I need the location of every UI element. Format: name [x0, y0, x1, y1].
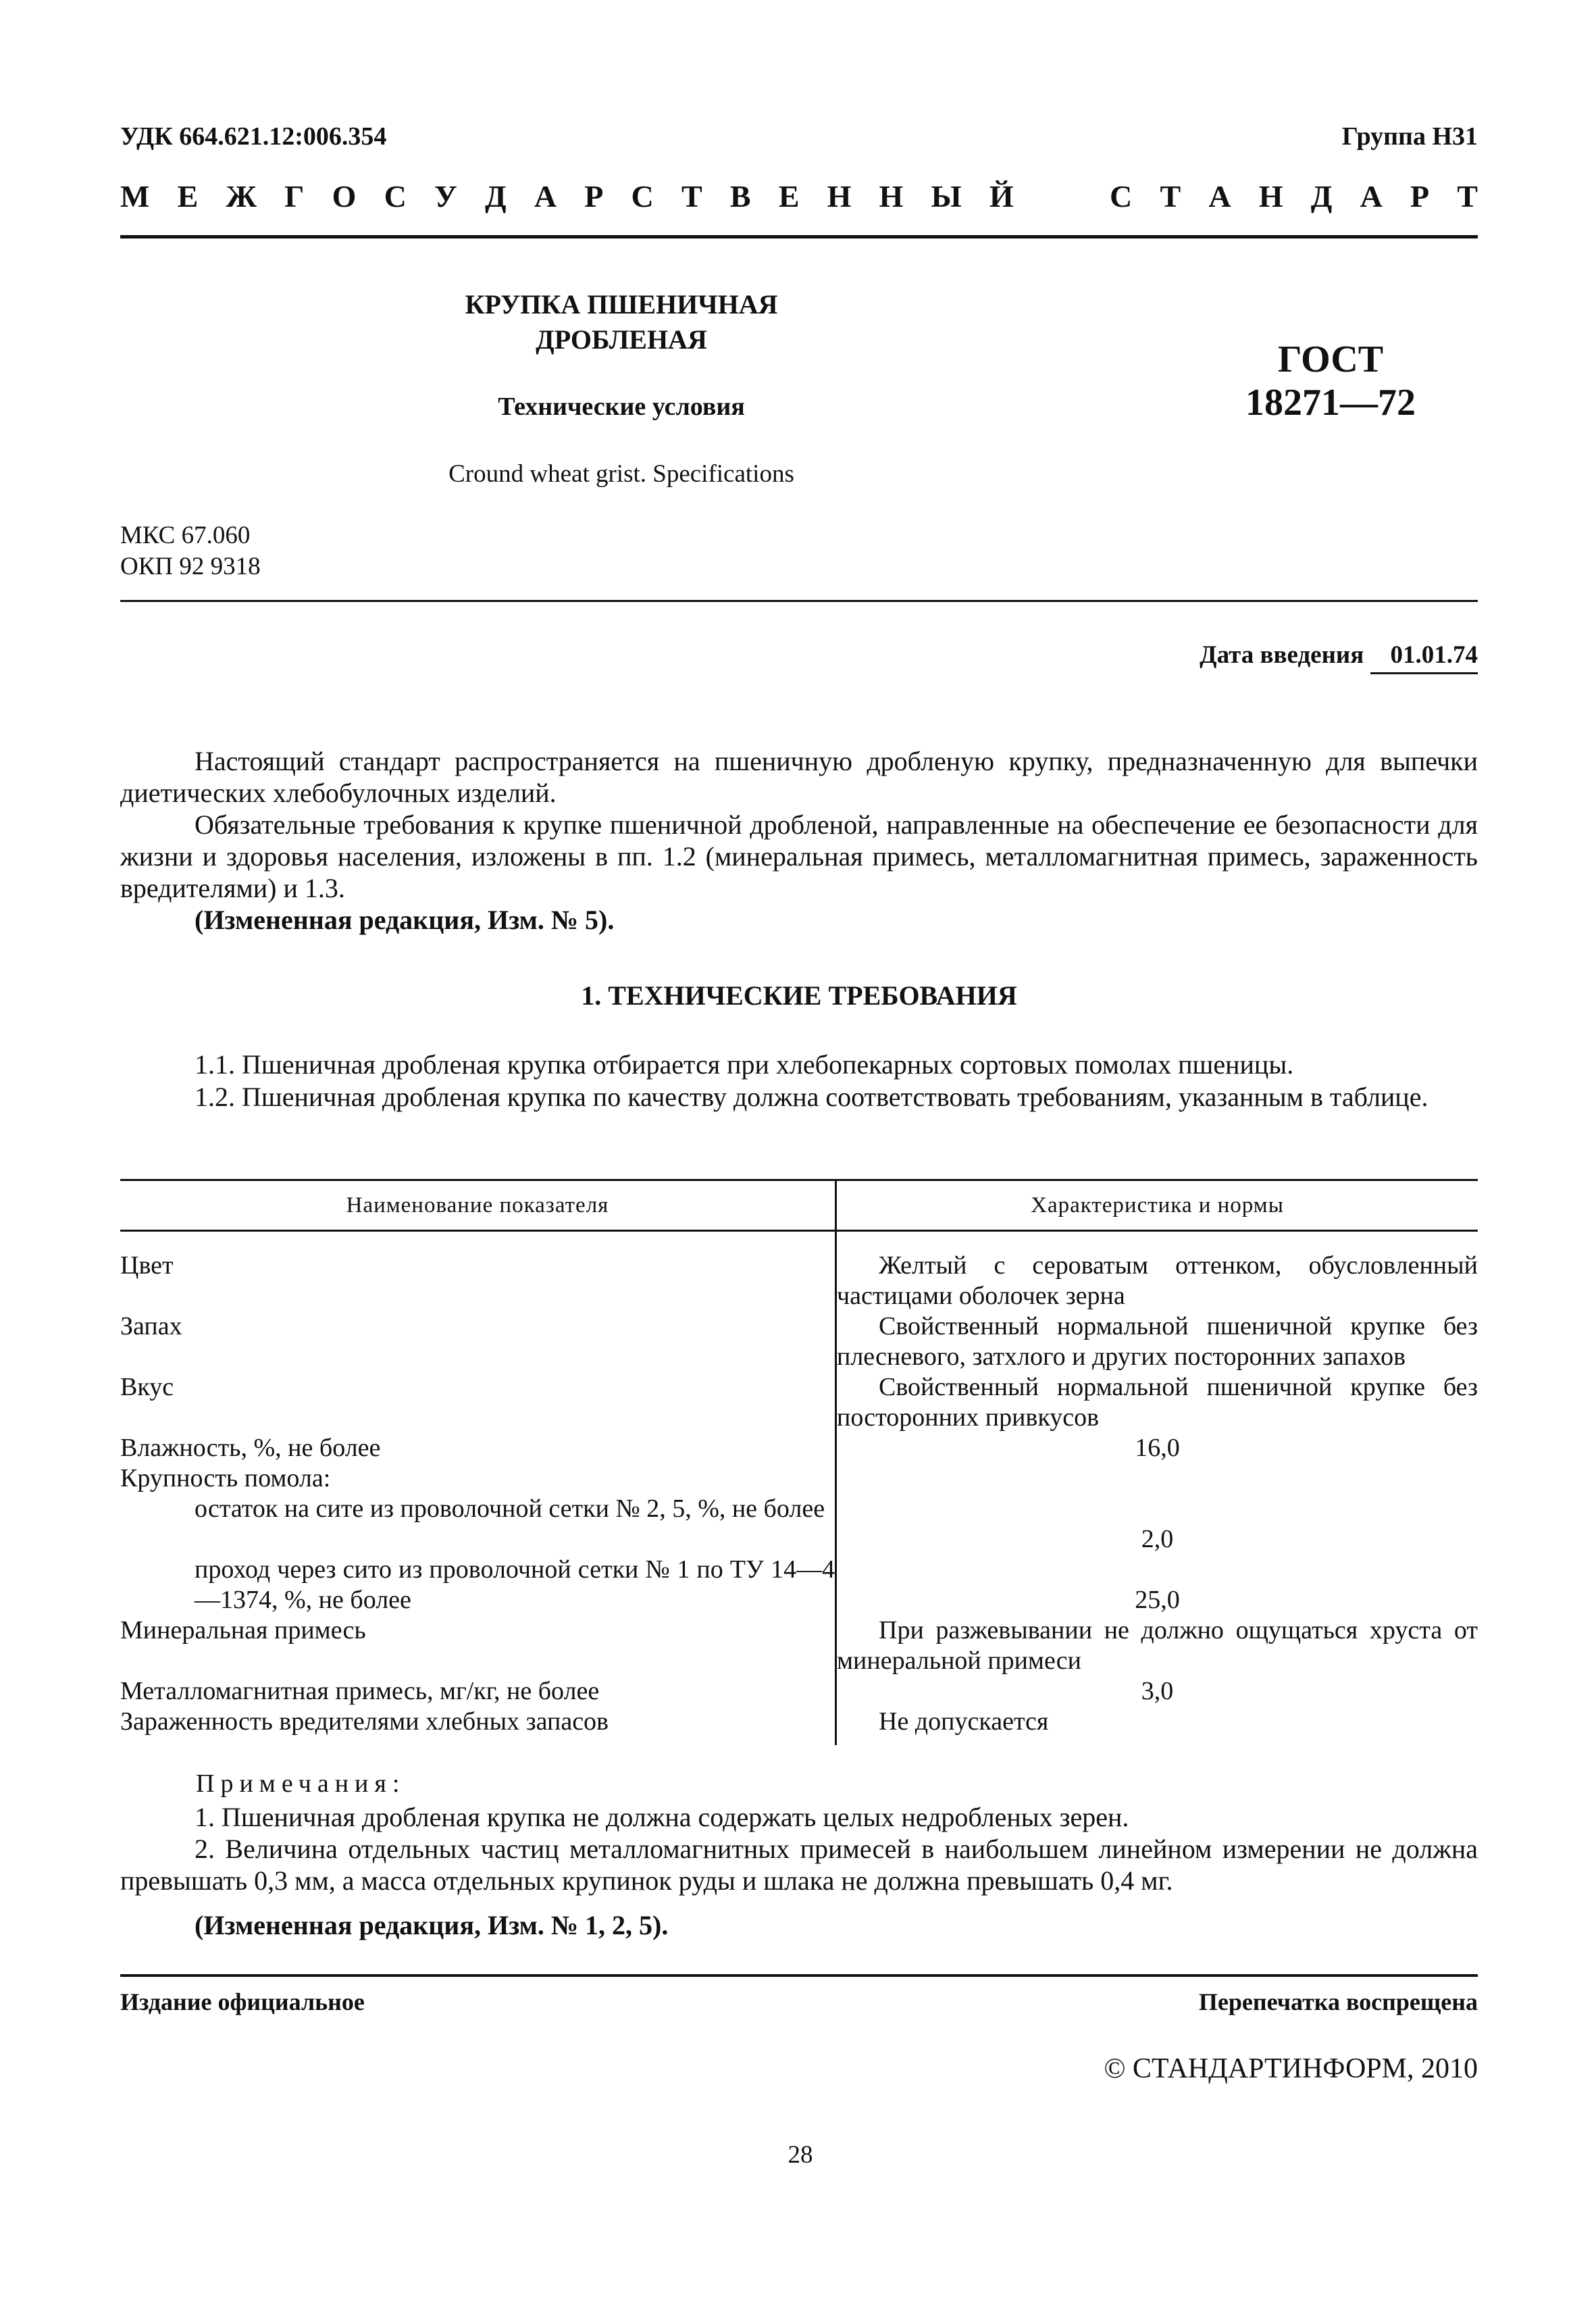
title-line-2: ДРОБЛЕНАЯ — [536, 324, 707, 355]
spec-table — [120, 1179, 1478, 1745]
row-name: Металломагнитная примесь, мг/кг, не более — [120, 1676, 836, 1707]
gost-label: ГОСТ — [1277, 338, 1384, 380]
table-row — [120, 1433, 1478, 1463]
heading-letter: А — [1208, 179, 1231, 213]
mks-code: МКС 67.060 — [120, 522, 251, 549]
heading-letter: Н — [827, 179, 852, 213]
heading-letter: Н — [1258, 179, 1283, 213]
heading-letter: Д — [1310, 179, 1333, 213]
row-value: 3,0 — [1141, 1677, 1174, 1705]
row-value: Свойственный нормальной пшеничной крупке без плесневого, затхлого и других посторонних запахов — [837, 1312, 1478, 1371]
gost-designation — [1229, 338, 1432, 424]
heading-letter: Г — [284, 179, 305, 213]
reprint-prohibited: Перепечатка воспрещена — [1198, 1988, 1478, 2015]
heading-letter: Д — [484, 179, 507, 213]
table-header-row — [120, 1180, 1478, 1231]
table-row — [120, 1311, 1478, 1372]
row-value — [836, 1555, 1478, 1615]
english-title: Cround wheat grist. Specifications — [448, 460, 794, 488]
row-name: проход через сито из проволочной сетки № 1 по ТУ 14—4—1374, %, не более — [120, 1555, 836, 1615]
paragraph-1-1: 1.1. Пшеничная дробленая крупка отбирается при хлебопекарных сортовых помолах пшеницы. — [195, 1049, 1294, 1080]
heading-letter: Т — [1457, 179, 1478, 213]
title-divider — [120, 600, 1478, 602]
paragraph-1-2: 1.2. Пшеничная дробленая крупка по качеству должна соответствовать требованиям, указанным в таблице. — [195, 1082, 1428, 1112]
row-name: Минеральная примесь — [120, 1615, 836, 1676]
heading-word-gap — [1041, 181, 1082, 212]
row-name: Цвет — [120, 1231, 836, 1312]
table-row — [120, 1555, 1478, 1615]
paragraph-change-note: (Измененная редакция, Изм. № 5). — [195, 905, 615, 935]
heading-letter: Т — [1160, 179, 1181, 213]
page-number: 28 — [788, 2141, 813, 2169]
column-header-norms: Характеристика и нормы — [836, 1180, 1478, 1231]
title-line-1: КРУПКА ПШЕНИЧНАЯ — [465, 289, 778, 320]
heading-letter: Е — [778, 179, 800, 213]
row-name: остаток на сите из проволочной сетки № 2, 5, %, не более — [120, 1494, 836, 1555]
heading-letter: Ы — [931, 179, 962, 213]
heading-letter: А — [1360, 179, 1383, 213]
paragraph-scope: Настоящий стандарт распространяется на пшеничную дробленую крупку, предназначенную для выпечки диетических хлебобулочных изделий. — [120, 746, 1478, 808]
heading-letter: В — [729, 179, 751, 213]
official-edition: Издание официальное — [120, 1988, 365, 2015]
table-row — [120, 1676, 1478, 1707]
row-name: Запах — [120, 1311, 836, 1372]
row-value-text: 25,0 — [1135, 1586, 1180, 1614]
heading-letter: Н — [879, 179, 904, 213]
table-row — [120, 1615, 1478, 1676]
row-name: Влажность, %, не более — [120, 1433, 836, 1463]
table-row — [120, 1463, 1478, 1494]
heading-letter: Е — [177, 179, 199, 213]
udk-code: УДК 664.621.12:006.354 — [120, 122, 387, 151]
heading-letter: О — [332, 179, 357, 213]
row-value: Не допускается — [879, 1707, 1049, 1736]
intro-date-value: 01.01.74 — [1370, 640, 1478, 674]
table-row — [120, 1707, 1478, 1745]
notes-change-note: (Измененная редакция, Изм. № 1, 2, 5). — [195, 1910, 669, 1940]
gost-number: 18271—72 — [1245, 382, 1416, 424]
copyright: © СТАНДАРТИНФОРМ, 2010 — [1104, 2053, 1478, 2084]
column-header-indicator: Наименование показателя — [120, 1180, 836, 1231]
row-value: 16,0 — [1135, 1434, 1180, 1462]
heading-letter: У — [434, 179, 457, 213]
group-code: Группа Н31 — [1341, 122, 1478, 151]
row-value: Свойственный нормальной пшеничной крупке без посторонних привкусов — [837, 1373, 1478, 1432]
document-subtitle: Технические условия — [498, 393, 745, 421]
okp-code: ОКП 92 9318 — [120, 553, 261, 580]
row-name: Крупность помола: — [120, 1463, 836, 1494]
heading-letter: Й — [989, 179, 1014, 213]
heading-letter: Ж — [226, 179, 257, 213]
section-heading: 1. ТЕХНИЧЕСКИЕ ТРЕБОВАНИЯ — [581, 980, 1017, 1011]
heading-letter: Р — [1410, 179, 1430, 213]
introduction-date — [1200, 640, 1478, 674]
row-value-text: 2,0 — [1141, 1525, 1174, 1553]
heading-letter: С — [384, 179, 407, 213]
interstate-standard-heading — [120, 181, 1478, 212]
row-value — [836, 1494, 1478, 1555]
intro-date-label: Дата введения — [1200, 641, 1370, 669]
footer-divider — [120, 1974, 1478, 1977]
heading-letter: Р — [584, 179, 604, 213]
heading-letter: С — [631, 179, 654, 213]
row-value — [836, 1463, 1478, 1494]
document-title — [405, 287, 838, 357]
row-value: При разжевывании не должно ощущаться хруста от минеральной примеси — [837, 1616, 1478, 1675]
heading-letter: А — [534, 179, 557, 213]
header-divider — [120, 235, 1478, 238]
note-2: 2. Величина отдельных частиц металломагнитных примесей в наибольшем линейном измерении не должна превышать 0,3 мм, а масса отдельных крупинок руды и шлака не должна превышать 0,4 мг. — [120, 1834, 1478, 1896]
notes-heading: Примечания: — [196, 1769, 406, 1798]
heading-letter: М — [120, 179, 150, 213]
table-row — [120, 1231, 1478, 1312]
row-name: Вкус — [120, 1372, 836, 1433]
row-value: Желтый с сероватым оттенком, обусловленный частицами оболочек зерна — [837, 1251, 1478, 1310]
classification-codes — [120, 520, 261, 582]
note-1: 1. Пшеничная дробленая крупка не должна содержать целых недробленых зерен. — [195, 1802, 1129, 1832]
heading-letter: Т — [681, 179, 702, 213]
heading-letter: С — [1110, 179, 1133, 213]
table-row — [120, 1494, 1478, 1555]
table-row — [120, 1372, 1478, 1433]
paragraph-mandatory: Обязательные требования к крупке пшеничной дробленой, направленные на обеспечение ее безопасности для жизни и здоровья населения, изложены в пп. 1.2 (минеральная примесь, металломагнитная примесь, зараженность вредителями) и 1.3. — [120, 809, 1478, 903]
row-name: Зараженность вредителями хлебных запасов — [120, 1707, 836, 1745]
